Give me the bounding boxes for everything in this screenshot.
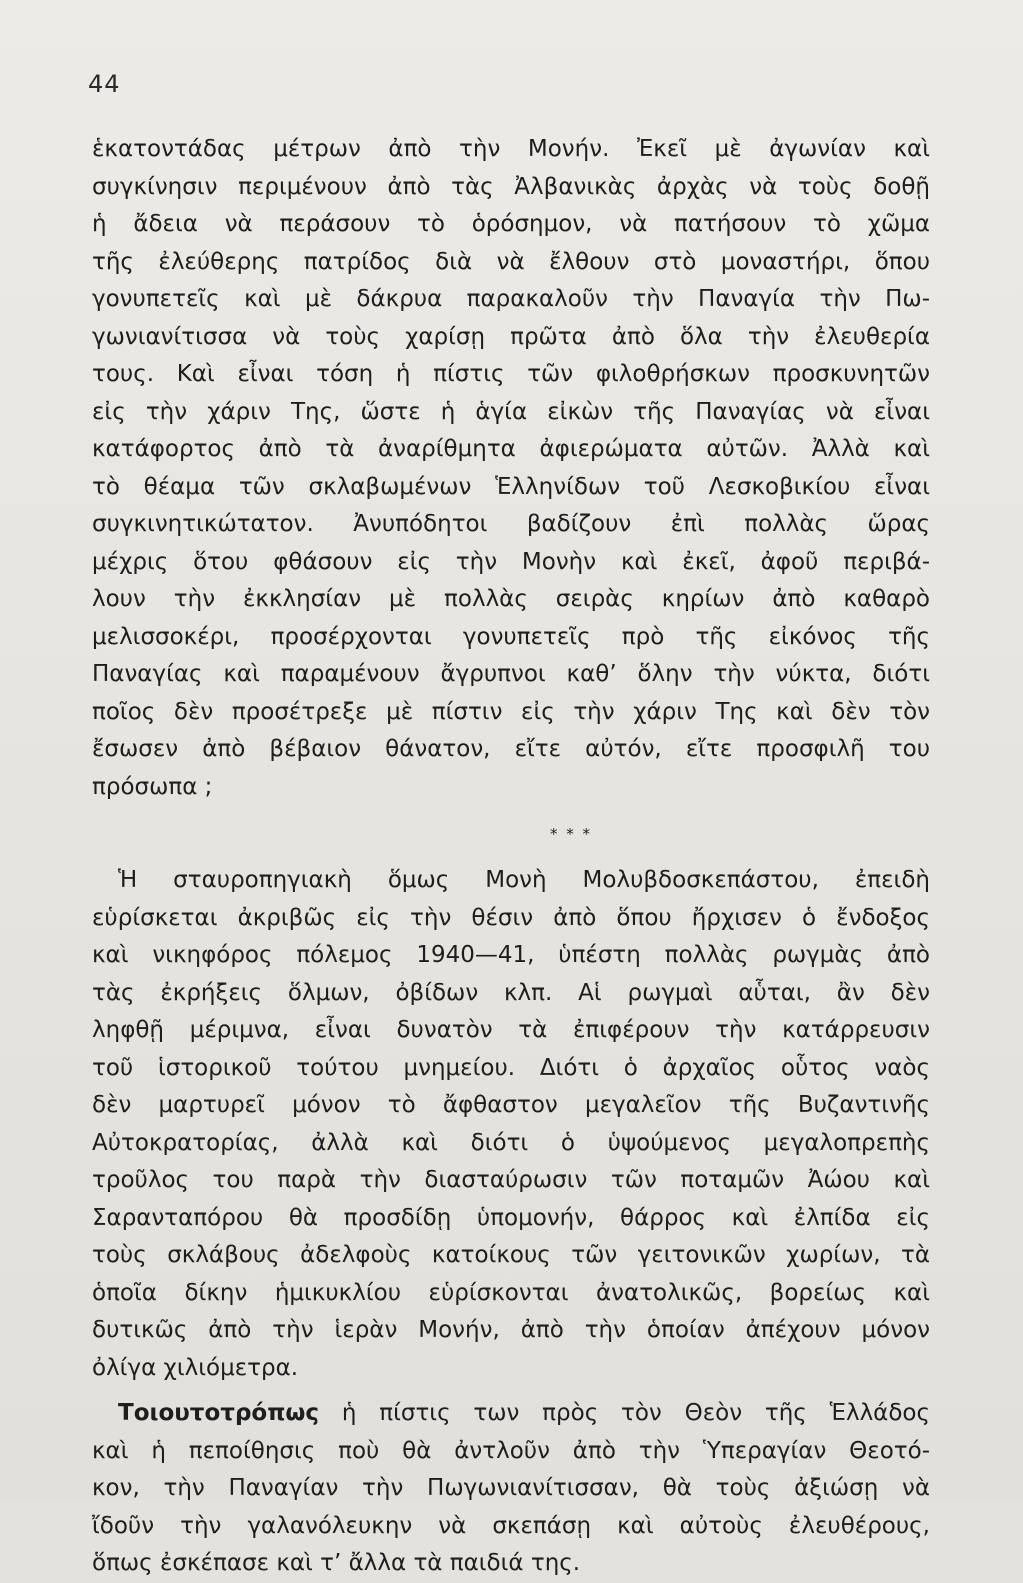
- text-line: τῆς ἐλεύθερης πατρίδος διὰ νὰ ἔλθουν στὸ μοναστήρι, ὅπου: [92, 248, 930, 275]
- text-line: κον, τὴν Παναγίαν τὴν Πωγωνιανίτισσαν, θὰ τοὺς ἀξιώσῃ νὰ: [92, 1475, 930, 1501]
- text-line: γονυπετεῖς καὶ μὲ δάκρυα παρακαλοῦν τὴν Παναγία τὴν Πω-: [92, 286, 930, 312]
- text-line: ποῖος δὲν προσέτρεξε μὲ πίστιν εἰς τὴν χάριν Της καὶ δὲν τὸν: [92, 698, 930, 725]
- text-line: καὶ ἡ πεποίθησις ποὺ θὰ ἀντλοῦν ἀπὸ τὴν Ὑπεραγίαν Θεοτό-: [92, 1437, 930, 1464]
- text-line: ἴδοῦν τὴν γαλανόλευκην νὰ σκεπάσῃ καὶ αὐτοὺς ἐλευθέρους,: [92, 1512, 930, 1539]
- text-line: δυτικῶς ἀπὸ τὴν ἱερὰν Μονήν, ἀπὸ τὴν ὁποίαν ἀπέχουν μόνον: [92, 1317, 930, 1343]
- text-line: τους. Καὶ εἶναι τόση ἡ πίστις τῶν φιλοθρήσκων προσκυνητῶν: [92, 361, 930, 387]
- text-line: εὑρίσκεται ἀκριβῶς εἰς τὴν θέσιν ἀπὸ ὅπου ἤρχισεν ὁ ἔνδοξος: [92, 904, 930, 931]
- text-line: τοῦ ἱστορικοῦ τούτου μνημείου. Διότι ὁ ἀρχαῖος οὗτος ναὸς: [92, 1054, 930, 1081]
- text-line: ἑκατοντάδας μέτρων ἀπὸ τὴν Μονήν. Ἐκεῖ μὲ ἀγωνίαν καὶ: [92, 136, 930, 162]
- text-line: συγκινητικώτατον. Ἀνυπόδητοι βαδίζουν ἐπὶ πολλὰς ὥρας: [92, 511, 930, 537]
- text-line: τὰς ἐκρήξεις ὅλμων, ὀβίδων κλπ. Αἱ ρωγμαὶ αὗται, ἂν δὲν: [92, 979, 930, 1006]
- body-text: [92, 131, 930, 1583]
- text-line: καὶ νικηφόρος πόλεμος 1940—41, ὑπέστη πολλὰς ρωγμὰς ἀπὸ: [92, 942, 930, 968]
- text-line: τοὺς σκλάβους ἀδελφοὺς κατοίκους τῶν γειτονικῶν χωρίων, τὰ: [92, 1242, 930, 1268]
- paragraph-lead-word: Τοιουτοτρόπως: [118, 1400, 320, 1426]
- paragraph-gap: [92, 1387, 930, 1395]
- text-line: ὅπως ἐσκέπασε καὶ τ’ ἄλλα τὰ παιδιά της.: [92, 1550, 581, 1576]
- text-line: ἡ ἄδεια νὰ περάσουν τὸ ὁρόσημον, νὰ πατήσουν τὸ χῶμα: [92, 211, 930, 237]
- text-line-rest: ἡ πίστις των πρὸς τὸν Θεὸν τῆς Ἑλλάδος: [319, 1400, 930, 1426]
- text-line: κατάφορτος ἀπὸ τὰ ἀναρίθμητα ἀφιερώματα αὐτῶν. Ἀλλὰ καὶ: [92, 436, 930, 462]
- text-line: [92, 1395, 930, 1433]
- text-line: λουν τὴν ἐκκλησίαν μὲ πολλὰς σειρὰς κηρίων ἀπὸ καθαρὸ: [92, 586, 930, 612]
- text-line: συγκίνησιν περιμένουν ἀπὸ τὰς Ἀλβανικὰς ἀρχὰς νὰ τοὺς δοθῇ: [92, 173, 930, 200]
- text-line: ὀλίγα χιλιόμετρα.: [92, 1354, 299, 1381]
- text-line: ἔσωσεν ἀπὸ βέβαιον θάνατον, εἴτε αὐτόν, εἴτε προσφιλῆ του: [92, 736, 930, 762]
- text-line: τὸ θέαμα τῶν σκλαβωμένων Ἑλληνίδων τοῦ Λεσκοβικίου εἶναι: [92, 473, 930, 500]
- text-line: δὲν μαρτυρεῖ μόνον τὸ ἄφθαστον μεγαλεῖον τῆς Βυζαντινῆς: [92, 1092, 930, 1118]
- text-line: εἰς τὴν χάριν Της, ὥστε ἡ ἁγία εἰκὼν τῆς Παναγίας νὰ εἶναι: [92, 398, 930, 425]
- text-line: Ἡ σταυροπηγιακὴ ὅμως Μονὴ Μολυβδοσκεπάστου, ἐπειδὴ: [118, 867, 930, 893]
- page-number: 44: [88, 70, 121, 98]
- text-line: ὁποῖα δίκην ἡμικυκλίου εὑρίσκονται ἀνατολικῶς, βορείως καὶ: [92, 1279, 930, 1306]
- text-line: μέχρις ὅτου φθάσουν εἰς τὴν Μονὴν καὶ ἐκεῖ, ἀφοῦ περιβά-: [92, 548, 930, 575]
- text-line: Παναγίας καὶ παραμένουν ἄγρυπνοι καθ’ ὅλην τὴν νύκτα, διότι: [92, 661, 930, 687]
- text-line: Σαρανταπόρου θὰ προσδίδῃ ὑπομονήν, θάρρος καὶ ἐλπίδα εἰς: [92, 1204, 930, 1231]
- section-ornament: * * *: [549, 825, 593, 843]
- text-line: μελισσοκέρι, προσέρχονται γονυπετεῖς πρὸ τῆς εἰκόνος τῆς: [92, 623, 930, 650]
- text-line: τροῦλος του παρὰ τὴν διασταύρωσιν τῶν ποταμῶν Ἀώου καὶ: [92, 1167, 930, 1193]
- text-line: γωνιανίτισσα νὰ τοὺς χαρίσῃ πρῶτα ἀπὸ ὅλα τὴν ἐλευθερία: [92, 323, 930, 350]
- text-line: Αὐτοκρατορίας, ἀλλὰ καὶ διότι ὁ ὑψούμενος μεγαλοπρεπὴς: [92, 1129, 930, 1156]
- text-line: ληφθῇ μέριμνα, εἶναι δυνατὸν τὰ ἐπιφέρουν τὴν κατάρρευσιν: [92, 1017, 930, 1043]
- text-line: πρόσωπα ;: [92, 773, 213, 800]
